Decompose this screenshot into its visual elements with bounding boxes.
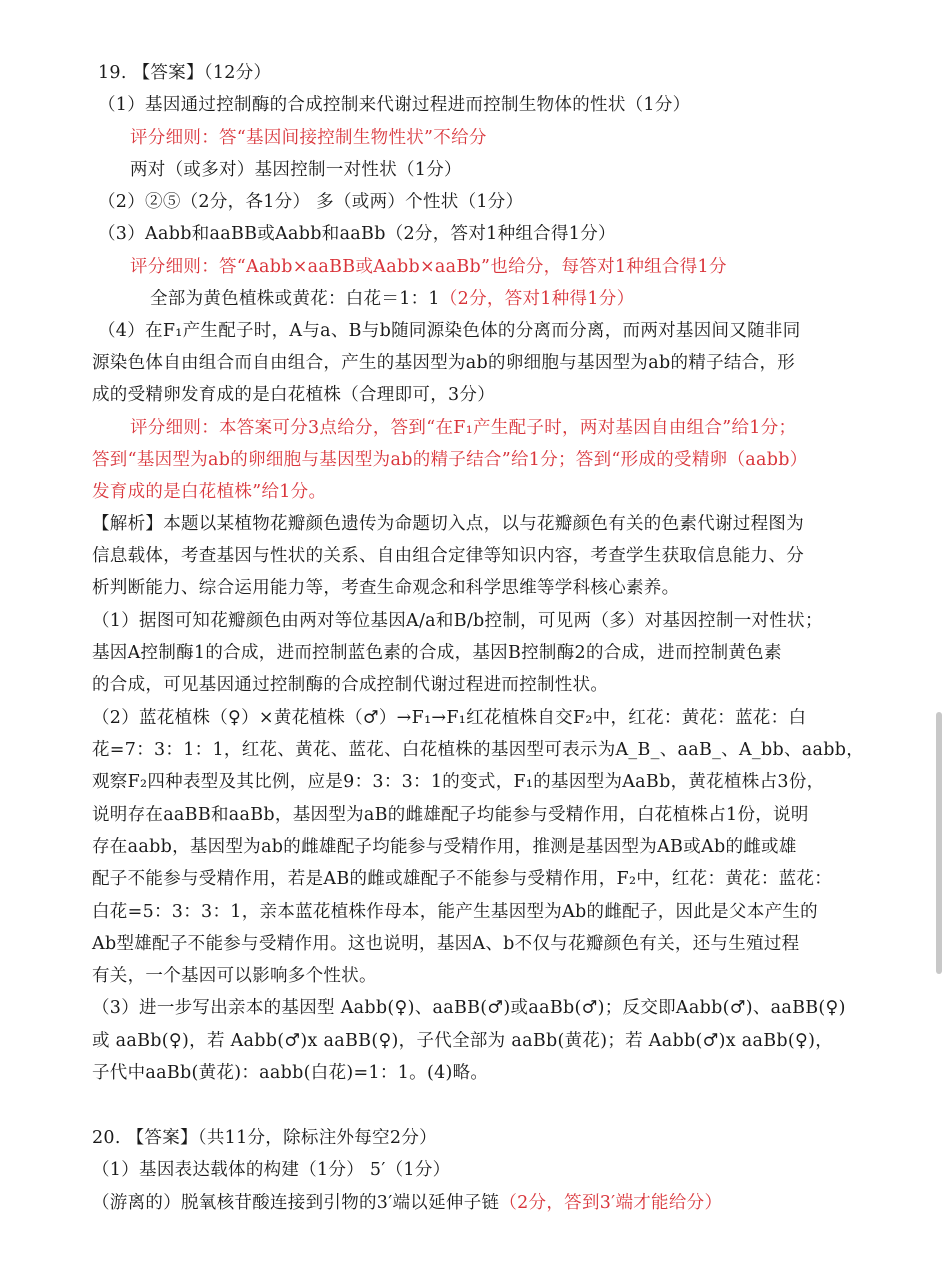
- grading-note: 评分细则：答“Aabb×aaBB或Aabb×aaBb”也给分，每答对1种组合得1分: [130, 257, 727, 277]
- answer-line: （游离的）脱氧核苷酸连接到引物的3′端以延伸子链（2分，答到3′端才能给分）: [92, 1193, 723, 1213]
- answer-line: （2）②⑤（2分，各1分） 多（或两）个性状（1分）: [98, 192, 524, 212]
- score-note: （2分，答到3′端才能给分）: [499, 1193, 723, 1213]
- analysis-line: （1）据图可知花瓣颜色由两对等位基因A/a和B/b控制，可见两（多）对基因控制一对性状；: [92, 611, 823, 631]
- analysis-line: （2）蓝花植株（♀）×黄花植株（♂）→F₁→F₁红花植株自交F₂中，红花：黄花：蓝花：白: [92, 708, 807, 728]
- analysis-line: （3）进一步写出亲本的基因型 Aabb(♀)、aaBB(♂)或aaBb(♂)；反交即Aabb(♂)、aaBB(♀): [92, 998, 846, 1018]
- score-note: （2分，答对1种得1分）: [439, 289, 635, 309]
- analysis-line: 子代中aaBb(黄花)：aabb(白花)=1：1。(4)略。: [92, 1063, 489, 1083]
- answer-line: 两对（或多对）基因控制一对性状（1分）: [130, 160, 462, 180]
- grading-note: 答到“基因型为ab的卵细胞与基因型为ab的精子结合”给1分；答到“形成的受精卵（aabb）: [92, 450, 808, 470]
- analysis-line: Ab型雄配子不能参与受精作用。这也说明，基因A、b不仅与花瓣颜色有关，还与生殖过程: [92, 934, 800, 954]
- answer-line: 全部为黄色植株或黄花：白花＝1：1（2分，答对1种得1分）: [150, 289, 635, 309]
- question-19-answer-heading: 19. 【答案】（12分）: [98, 63, 272, 83]
- answer-line: （1）基因表达载体的构建（1分） 5′（1分）: [92, 1160, 451, 1180]
- answer-line: 成的受精卵发育成的是白花植株（合理即可，3分）: [92, 385, 496, 405]
- grading-note: 发育成的是白花植株”给1分。: [92, 482, 327, 502]
- analysis-heading: 【解析】本题以某植物花瓣颜色遗传为命题切入点，以与花瓣颜色有关的色素代谢过程图为: [92, 514, 804, 534]
- analysis-line: 观察F₂四种表型及其比例，应是9：3：3：1的变式，F₁的基因型为AaBb，黄花植株占3份，: [92, 772, 825, 792]
- answer-line: （3）Aabb和aaBB或Aabb和aaBb（2分，答对1种组合得1分）: [98, 224, 616, 244]
- grading-note: 评分细则：答“基因间接控制生物性状”不给分: [130, 128, 487, 148]
- analysis-line: 析判断能力、综合运用能力等，考查生命观念和科学思维等学科核心素养。: [92, 578, 680, 598]
- answer-line: 源染色体自由组合而自由组合，产生的基因型为ab的卵细胞与基因型为ab的精子结合，形: [92, 353, 796, 373]
- analysis-line: 有关，一个基因可以影响多个性状。: [92, 966, 377, 986]
- vertical-scrollbar[interactable]: [936, 712, 942, 974]
- analysis-line: 或 aaBb(♀)，若 Aabb(♂)x aaBB(♀)，子代全部为 aaBb(黄花)；若 Aabb(♂)x aaBb(♀)，: [92, 1031, 834, 1051]
- analysis-line: 花=7：3：1：1，红花、黄花、蓝花、白花植株的基因型可表示为A_B_、aaB_、A_bb、aabb，: [92, 740, 865, 760]
- analysis-line: 说明存在aaBB和aaBb，基因型为aB的雌雄配子均能参与受精作用，白花植株占1份，说明: [92, 805, 809, 825]
- analysis-line: 白花=5：3：3：1，亲本蓝花植株作母本，能产生基因型为Ab的雌配子，因此是父本产生的: [92, 902, 818, 922]
- analysis-line: 配子不能参与受精作用，若是AB的雌或雄配子不能参与受精作用，F₂中，红花：黄花：蓝花：: [92, 869, 833, 889]
- analysis-line: 存在aabb，基因型为ab的雌雄配子均能参与受精作用，推测是基因型为AB或Ab的雌或雄: [92, 837, 797, 857]
- question-20-answer-heading: 20. 【答案】（共11分，除标注外每空2分）: [92, 1128, 437, 1148]
- grading-note: 评分细则：本答案可分3点给分，答到“在F₁产生配子时，两对基因自由组合”给1分；: [130, 418, 797, 438]
- analysis-line: 基因A控制酶1的合成，进而控制蓝色素的合成，基因B控制酶2的合成，进而控制黄色素: [92, 643, 782, 663]
- answer-line: （4）在F₁产生配子时，A与a、B与b随同源染色体的分离而分离，而两对基因间又随非同: [98, 321, 801, 341]
- analysis-line: 信息载体，考查基因与性状的关系、自由组合定律等知识内容，考查学生获取信息能力、分: [92, 546, 804, 566]
- analysis-line: 的合成，可见基因通过控制酶的合成控制代谢过程进而控制性状。: [92, 675, 609, 695]
- answer-line: （1）基因通过控制酶的合成控制来代谢过程进而控制生物体的性状（1分）: [98, 95, 691, 115]
